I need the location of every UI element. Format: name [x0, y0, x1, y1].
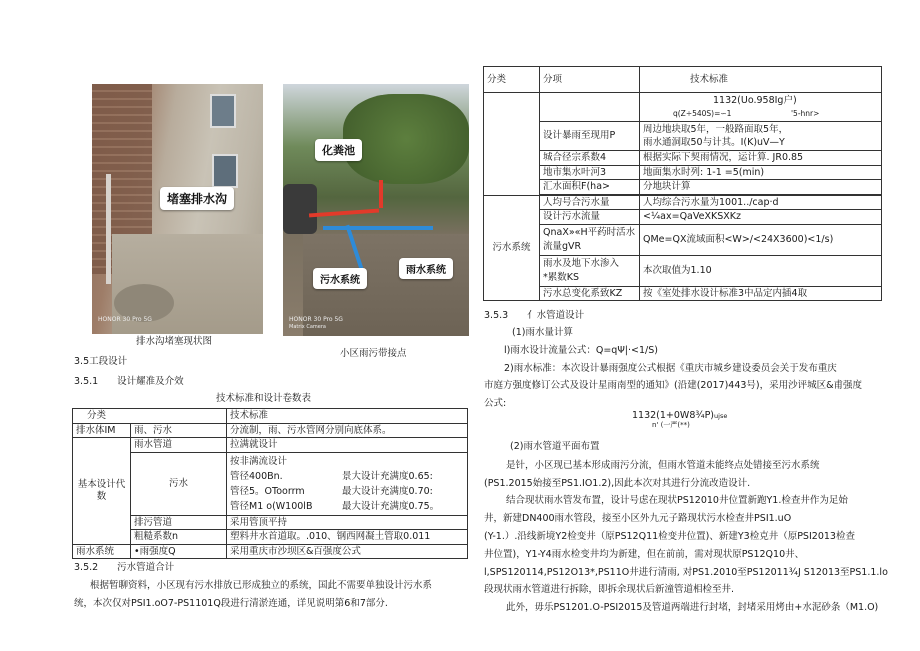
section-heading: 3.5.1 设计耀准及介效	[74, 376, 184, 387]
table-row	[73, 544, 468, 559]
paragraph-line: (Y-1.）.沿线新境Y2检变井（原PS12Q11检变井位置)、新建Y3检克井（原PSI2013检查	[484, 531, 855, 542]
photo-watermark-2: Matrix Camera	[289, 324, 326, 330]
cell-text: 景大设计充满度0.65:	[342, 470, 433, 482]
table-cell: 本次取值为1.10	[640, 255, 882, 286]
table-row	[73, 423, 468, 438]
photo-watermark: HONOR 30 Pro 5G	[289, 316, 343, 323]
table-row	[484, 224, 882, 255]
table-cell: 人均号合污水量	[540, 195, 640, 210]
paragraph-line: l,SPS120114,PS12O13*,PS11O井进行清雨, 对PS1.2010至PS12011¾J S12013至PS1.1.lo	[484, 567, 888, 578]
table-cell	[640, 122, 882, 151]
photo-rain-sewage-connection	[283, 84, 469, 336]
table-row	[484, 165, 882, 180]
paragraph-line: (PS1.2015始接至PS1.IO1.2),因此本次对其进行分流改造设计.	[484, 478, 751, 489]
photo-label-septic-tank: 化粪池	[315, 139, 362, 161]
cell-line: *累数KS	[543, 271, 580, 283]
section-heading: 3.5工段设计	[74, 356, 128, 367]
table-cell	[640, 93, 882, 122]
photo-caption-right: 小区雨污带接点	[340, 348, 407, 359]
paragraph-line: l)雨水设计流量公式：Q=qΨ|·<1/S)	[504, 345, 658, 356]
window	[210, 94, 236, 128]
right-standards-table	[483, 66, 882, 301]
table-cell: 基本设计代数	[73, 438, 131, 545]
table-title: 技术标准和设计卷数表	[216, 393, 312, 404]
cell-text: 管径M1 o(W100lB	[230, 500, 313, 512]
table-cell: 城合径宗系数4	[540, 151, 640, 166]
formula-sub: ujse	[714, 412, 728, 420]
table-cell	[484, 93, 540, 196]
paragraph-line: 井位置)，Y1-Y4雨水检变井均为新建，但在前前，需对现状原PS12Q10井、	[484, 549, 805, 560]
paragraph-line: (1)雨水量计算	[512, 327, 573, 338]
table-header: 分类	[73, 409, 227, 424]
table-header: 分项	[540, 67, 640, 93]
photo-label-sewage-system: 污水系统	[313, 268, 367, 289]
table-row	[484, 286, 882, 301]
table-cell: 粗糙系数n	[131, 530, 227, 545]
trees	[343, 94, 469, 184]
table-row	[484, 151, 882, 166]
cell-line: 周边地块取5年，一般路面取5年，	[643, 124, 789, 135]
table-cell: 污水系统	[484, 195, 540, 301]
cell-line: 雨水及地下水渗入	[543, 257, 620, 269]
table-cell: 雨水系统	[73, 544, 131, 559]
section-heading: 3.5.2 污水管道合计	[74, 562, 175, 573]
table-row	[484, 210, 882, 225]
table-cell: 采用管顶平持	[227, 515, 468, 530]
table-cell: 地面集水时列: 1-1 =5(min)	[640, 165, 882, 180]
table-cell: 分流制，雨、污水管网分别向底体系。	[227, 423, 468, 438]
table-row	[73, 438, 468, 453]
table-cell: 设计污水流量	[540, 210, 640, 225]
table-cell: QMe=QX流域面积<W>/<24X3600)<1/s)	[640, 224, 882, 255]
table-cell: 按《室处排水设计标准3中品定内插4取	[640, 286, 882, 301]
red-arrow-icon	[379, 180, 383, 208]
table-row	[484, 93, 882, 122]
photo-caption-left: 排水沟堵塞现状图	[136, 336, 213, 347]
table-cell: 雨水管道	[131, 438, 227, 453]
pipe	[106, 174, 111, 284]
paragraph-line: 此外，毋乐PS1201.O-PSI2015及管道两端进行封堵，封堵采用烤由+水泥砂条（M1.O)	[506, 602, 879, 613]
table-cell	[540, 255, 640, 286]
table-cell: 人均综合污水量为1001../cap·d	[640, 195, 882, 210]
cell-text: 最大设计充满度0.75。	[342, 500, 440, 512]
formula-text: n'	[652, 421, 659, 429]
photo-label-blocked-drain: 堵塞排水沟	[160, 187, 234, 210]
table-row	[484, 67, 882, 93]
formula-text: 1132(1+0W8¾P)	[632, 410, 715, 421]
formula-line	[643, 107, 878, 120]
table-row	[484, 122, 882, 151]
table-cell: 雨、污水	[131, 423, 227, 438]
cell-line	[230, 484, 464, 499]
table-cell: 排水体IM	[73, 423, 131, 438]
table-cell: 污水总变化系致KZ	[540, 286, 640, 301]
blue-arrow-icon	[323, 226, 433, 230]
table-cell: 拉满就设计	[227, 438, 468, 453]
paragraph-line: 根据暂聊资料，小区现有污水排放已形成独立的系统，国此不需要单独设计污水系	[90, 580, 433, 591]
cell-line	[230, 469, 464, 484]
paragraph-line: 段现状雨水管道进行拆除，即拆余现状后新潼管道相检至井.	[484, 584, 735, 595]
table-row	[73, 515, 468, 530]
table-cell: 塑料井水首道取。.010、钢西网凝土管取0.011	[227, 530, 468, 545]
table-cell: 地市集水叶河3	[540, 165, 640, 180]
paragraph-line: 市庭方强度修订公式及设计星雨南型的通知》(沿建(2017)443号)，采用沙评城区&甫强度	[484, 380, 863, 391]
cell-line: 流量gVR	[543, 240, 582, 252]
window	[212, 154, 238, 188]
formula-text: (一严(**)	[660, 421, 690, 429]
table-cell: •雨强度Q	[131, 544, 227, 559]
paragraph-line: 是针，小区现已基本形成雨污分流，但雨水管道未能终点处错接至污水系统	[506, 460, 820, 471]
formula-text: q(Z÷540S)=∽1	[673, 109, 732, 118]
cell-text: 最大设计充满度0.70:	[342, 485, 433, 497]
table-cell	[540, 93, 640, 122]
red-arrow-icon	[309, 209, 379, 218]
table-header: 技术标准	[640, 67, 882, 93]
formula-line: 1132(Uo.958Ig户)	[713, 95, 797, 106]
formula-line	[652, 421, 690, 430]
table-cell: 分地块计算	[640, 180, 882, 195]
table-row	[484, 180, 882, 195]
table-cell	[540, 224, 640, 255]
table-header: 技术标准	[227, 409, 468, 424]
table-cell: 汇水面积F(ha>	[540, 180, 640, 195]
table-row	[484, 255, 882, 286]
paragraph-line: 公式:	[484, 398, 507, 409]
paragraph-line: 井，新建DN400雨水管段，接至小区外九元子路现状污水检查井PSI1.uO	[484, 513, 792, 524]
table-row	[73, 452, 468, 515]
section-heading: 3.5.3 亻水管道设计	[484, 310, 585, 321]
table-cell: 采用重庆市沙坝区&百强度公式	[227, 544, 468, 559]
paragraph-line: 统，本次仅对PSI1.oO7-PS1101Q段进行清淤连通，详见说明第6和7部分.	[74, 598, 388, 609]
table-cell: 排污管道	[131, 515, 227, 530]
photo-blocked-drain	[92, 84, 263, 334]
cell-line: QnaX»«H平药时活水	[543, 226, 636, 238]
table-header: 分类	[484, 67, 540, 93]
table-row	[73, 530, 468, 545]
table-row	[73, 409, 468, 424]
paragraph-line: (2)雨水管道平面布置	[510, 441, 600, 452]
paragraph-line: 结合现状雨水管发布置，设计号虑在现状PS12010井位置新跑Y1.检查井作为足始	[506, 495, 848, 506]
formula-text: '5-hnr>	[791, 109, 820, 118]
table-row	[484, 195, 882, 210]
photo-watermark: HONOR 30 Pro 5G	[98, 316, 152, 323]
cell-text: 管径400Bn.	[230, 470, 283, 482]
paragraph-line: 2)雨水标准：本次设计暴雨强度公式根据《重庆市城乡建设委员会关于发布重庆	[504, 363, 837, 374]
cell-line: 雨水通洞取50与计其。I(K)uV—Y	[643, 137, 785, 148]
left-standards-table	[72, 408, 468, 559]
table-cell: 根据实际下契雨情况，运计算. JR0.85	[640, 151, 882, 166]
table-cell: <¼ax=QaVeXKSXKz	[640, 210, 882, 225]
table-cell	[227, 452, 468, 515]
car	[283, 184, 317, 234]
cell-line: 按非满流设计	[230, 455, 288, 467]
table-cell: 污水	[131, 452, 227, 515]
table-cell: 设计暴雨至现用P	[540, 122, 640, 151]
photo-label-rain-system: 雨水系统	[399, 258, 453, 279]
cell-line	[230, 499, 464, 514]
cell-text: 管径5。OToorrm	[230, 485, 305, 497]
